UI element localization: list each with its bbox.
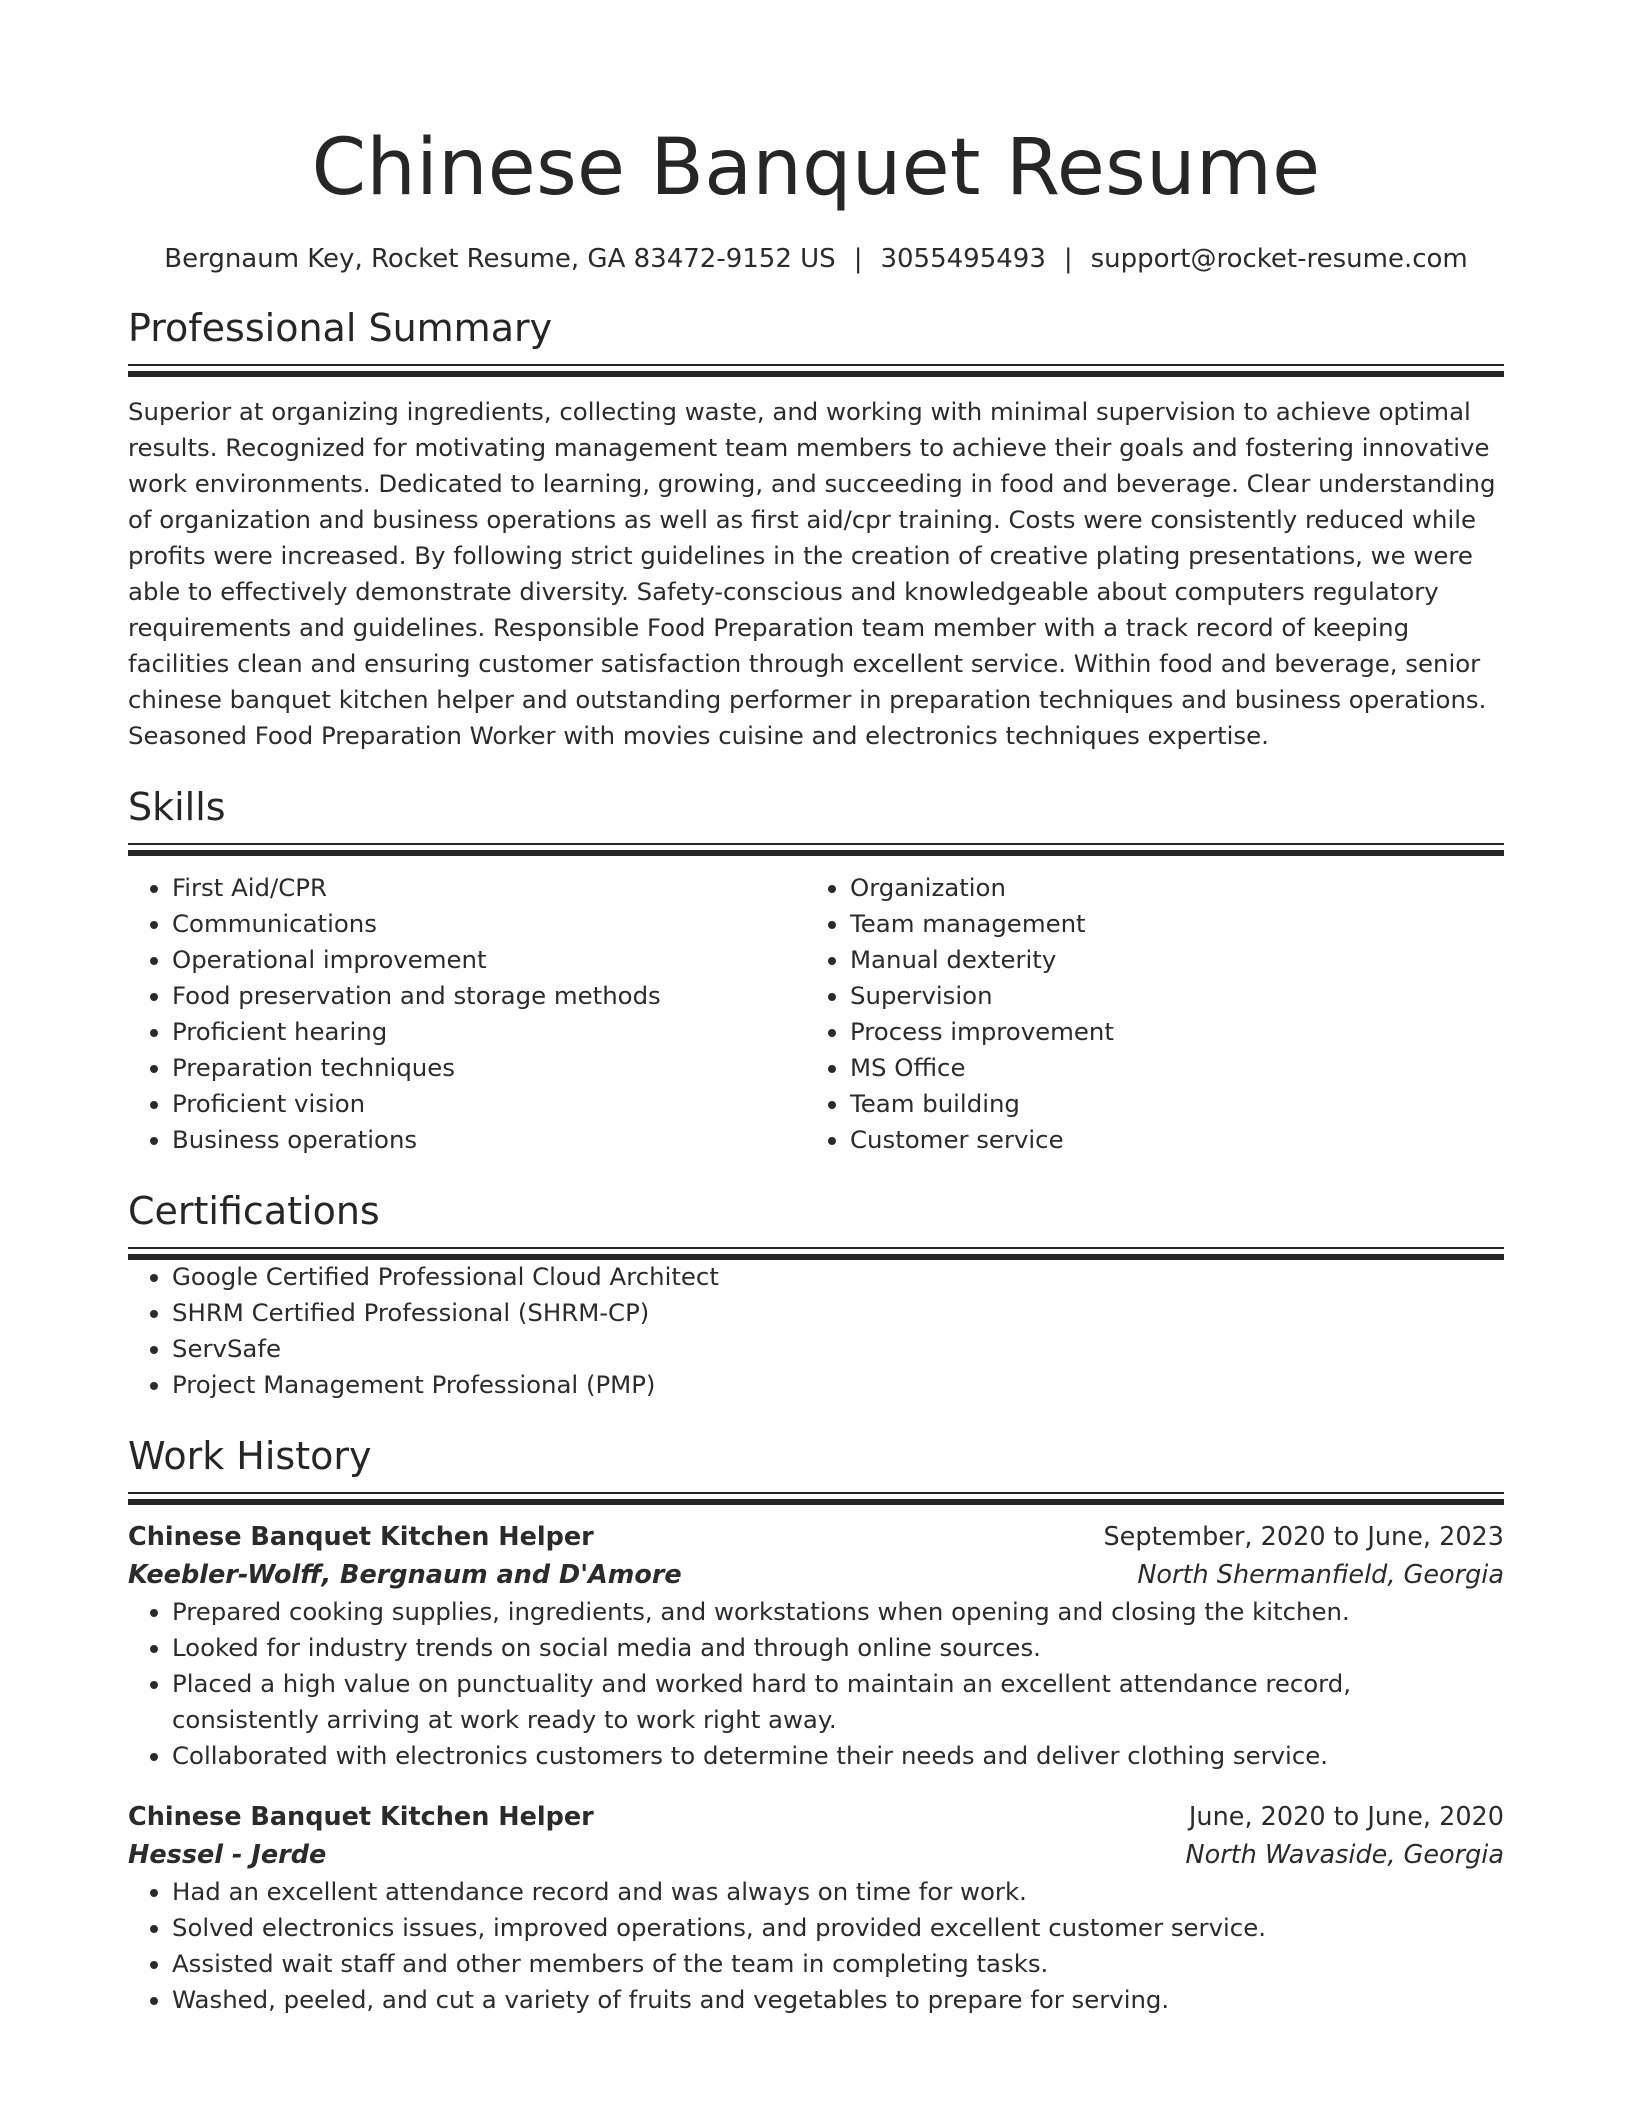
job-duty-item: • Looked for industry trends on social media and through online sources. xyxy=(172,1630,1504,1666)
job-company: Hessel - Jerde xyxy=(128,1840,327,1870)
job-duty-item: • Had an excellent attendance record and was always on time for work. xyxy=(172,1874,1504,1910)
certification-item: • ServSafe xyxy=(172,1331,1504,1367)
skill-item: • Business operations xyxy=(172,1122,806,1158)
job-title: Chinese Banquet Kitchen Helper xyxy=(128,1522,594,1552)
summary-heading: Professional Summary xyxy=(128,306,553,350)
job-header-row xyxy=(128,1798,1504,1836)
skill-item: • Food preservation and storage methods xyxy=(172,978,806,1014)
job-header-row xyxy=(128,1518,1504,1556)
work-history-section xyxy=(128,1432,1504,2018)
skills-heading: Skills xyxy=(128,785,226,829)
skill-item: • Proficient vision xyxy=(172,1086,806,1122)
contact-separator: | xyxy=(1063,244,1073,274)
skill-item: • First Aid/CPR xyxy=(172,870,806,906)
section-divider xyxy=(128,1492,1504,1504)
skill-item: • Team management xyxy=(850,906,1484,942)
contact-line xyxy=(128,242,1504,276)
contact-separator: | xyxy=(853,244,863,274)
section-divider xyxy=(128,1247,1504,1259)
certifications-list xyxy=(128,1259,1504,1403)
skills-column-left xyxy=(128,870,806,1158)
certifications-heading: Certifications xyxy=(128,1189,380,1233)
skills-column-right xyxy=(806,870,1484,1158)
summary-section xyxy=(128,304,1504,754)
contact-phone: 3055495493 xyxy=(880,244,1046,274)
certification-item: • Project Management Professional (PMP) xyxy=(172,1367,1504,1403)
job-duty-item: • Prepared cooking supplies, ingredients, and workstations when opening and closing the kitchen. xyxy=(172,1594,1504,1630)
job-dates: September, 2020 to June, 2023 xyxy=(1103,1522,1504,1552)
contact-email: support@rocket-resume.com xyxy=(1090,244,1468,274)
skill-item: • Preparation techniques xyxy=(172,1050,806,1086)
summary-text: Superior at organizing ingredients, collecting waste, and working with minimal supervision to achieve optimal results. Recognized for motivating management team members to achieve their goals and fostering innovative work environments. Dedicated to learning, growing, and succeeding in food and beverage. Clear understanding of organization and business operations as well as first aid/cpr training. Costs were consistently reduced while profits were increased. By following strict guidelines in the creation of creative plating presentations, we were able to effectively demonstrate diversity. Safety-conscious and knowledgeable about computers regulatory requirements and guidelines. Responsible Food Preparation team member with a track record of keeping facilities clean and ensuring customer satisfaction through excellent service. Within food and beverage, senior chinese banquet kitchen helper and outstanding performer in preparation techniques and business operations. Seasoned Food Preparation Worker with movies cuisine and electronics techniques expertise. xyxy=(128,397,1496,750)
resume-title: Chinese Banquet Resume xyxy=(311,123,1321,213)
skill-item: • MS Office xyxy=(850,1050,1484,1086)
skill-item: • Manual dexterity xyxy=(850,942,1484,978)
skill-item: • Organization xyxy=(850,870,1484,906)
job-location: North Shermanfield, Georgia xyxy=(1137,1560,1504,1590)
job-duty-item: • Placed a high value on punctuality and worked hard to maintain an excellent attendance record, consistently arriving at work ready to work right away. xyxy=(172,1666,1504,1738)
skill-item: • Team building xyxy=(850,1086,1484,1122)
skills-list-right xyxy=(806,870,1484,1158)
skills-columns xyxy=(128,870,1504,1158)
contact-address: Bergnaum Key, Rocket Resume, GA 83472-9152 US xyxy=(164,244,836,274)
job-entry xyxy=(128,1518,1504,1774)
job-duty-item: • Washed, peeled, and cut a variety of fruits and vegetables to prepare for serving. xyxy=(172,1982,1504,2018)
job-company-row xyxy=(128,1836,1504,1874)
job-duty-item: • Assisted wait staff and other members of the team in completing tasks. xyxy=(172,1946,1504,1982)
skill-item: • Supervision xyxy=(850,978,1484,1014)
job-duties-list xyxy=(128,1874,1504,2018)
certification-item: • Google Certified Professional Cloud Architect xyxy=(172,1259,1504,1295)
skills-list-left xyxy=(128,870,806,1158)
job-location: North Wavaside, Georgia xyxy=(1185,1840,1504,1870)
job-title: Chinese Banquet Kitchen Helper xyxy=(128,1802,594,1832)
skill-item: • Customer service xyxy=(850,1122,1484,1158)
skill-item: • Communications xyxy=(172,906,806,942)
job-company-row xyxy=(128,1556,1504,1594)
job-duty-item: • Solved electronics issues, improved operations, and provided excellent customer service. xyxy=(172,1910,1504,1946)
certification-item: • SHRM Certified Professional (SHRM-CP) xyxy=(172,1295,1504,1331)
section-divider xyxy=(128,364,1504,376)
resume-page xyxy=(128,0,1504,2018)
job-duty-item: • Collaborated with electronics customers to determine their needs and deliver clothing service. xyxy=(172,1738,1504,1774)
job-company: Keebler-Wolff, Bergnaum and D'Amore xyxy=(128,1560,682,1590)
job-dates: June, 2020 to June, 2020 xyxy=(1188,1802,1504,1832)
skill-item: • Proficient hearing xyxy=(172,1014,806,1050)
job-entry xyxy=(128,1798,1504,2018)
certifications-section xyxy=(128,1187,1504,1403)
skill-item: • Process improvement xyxy=(850,1014,1484,1050)
skill-item: • Operational improvement xyxy=(172,942,806,978)
skills-section xyxy=(128,783,1504,1158)
job-duties-list xyxy=(128,1594,1504,1774)
work-history-heading: Work History xyxy=(128,1434,372,1478)
section-divider xyxy=(128,843,1504,855)
